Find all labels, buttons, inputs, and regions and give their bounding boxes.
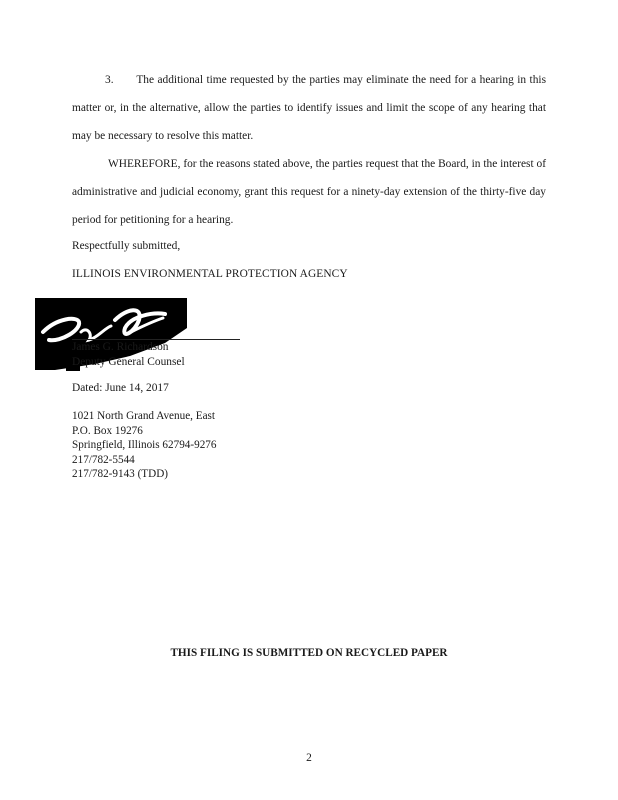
recycled-paper-notice: THIS FILING IS SUBMITTED ON RECYCLED PAPER — [170, 647, 448, 659]
page-number: 2 — [306, 752, 312, 764]
address-line: 217/782-9143 (TDD) — [72, 468, 169, 481]
signature-line — [72, 339, 240, 340]
agency-name: ILLINOIS ENVIRONMENTAL PROTECTION AGENCY — [72, 268, 348, 280]
wherefore-paragraph: WHEREFORE, for the reasons stated above, the parties request that the Board, in the interest of administrative and judicial economy, grant this request for a ninety-day extension of the thirty-five day period for petitioning for a hearing. — [72, 158, 546, 226]
signer-name: James G. Richardson — [72, 341, 169, 353]
address-line: 217/782-5544 — [72, 453, 135, 466]
paragraph-3: 3. The additional time requested by the parties may eliminate the need for a hearing in this matter or, in the alternative, allow the parties to identify issues and limit the scope of any hearing that may be necessary to resolve this matter. — [72, 74, 546, 142]
date-line: Dated: June 14, 2017 — [72, 382, 169, 394]
address-line: 1021 North Grand Avenue, East — [72, 410, 216, 422]
address-line: Springfield, Illinois 62794-9276 — [72, 439, 217, 452]
closing-text: Respectfully submitted, — [72, 240, 181, 252]
signer-title: Deputy General Counsel — [72, 356, 185, 368]
address-line: P.O. Box 19276 — [72, 424, 143, 437]
address-block — [72, 409, 217, 482]
